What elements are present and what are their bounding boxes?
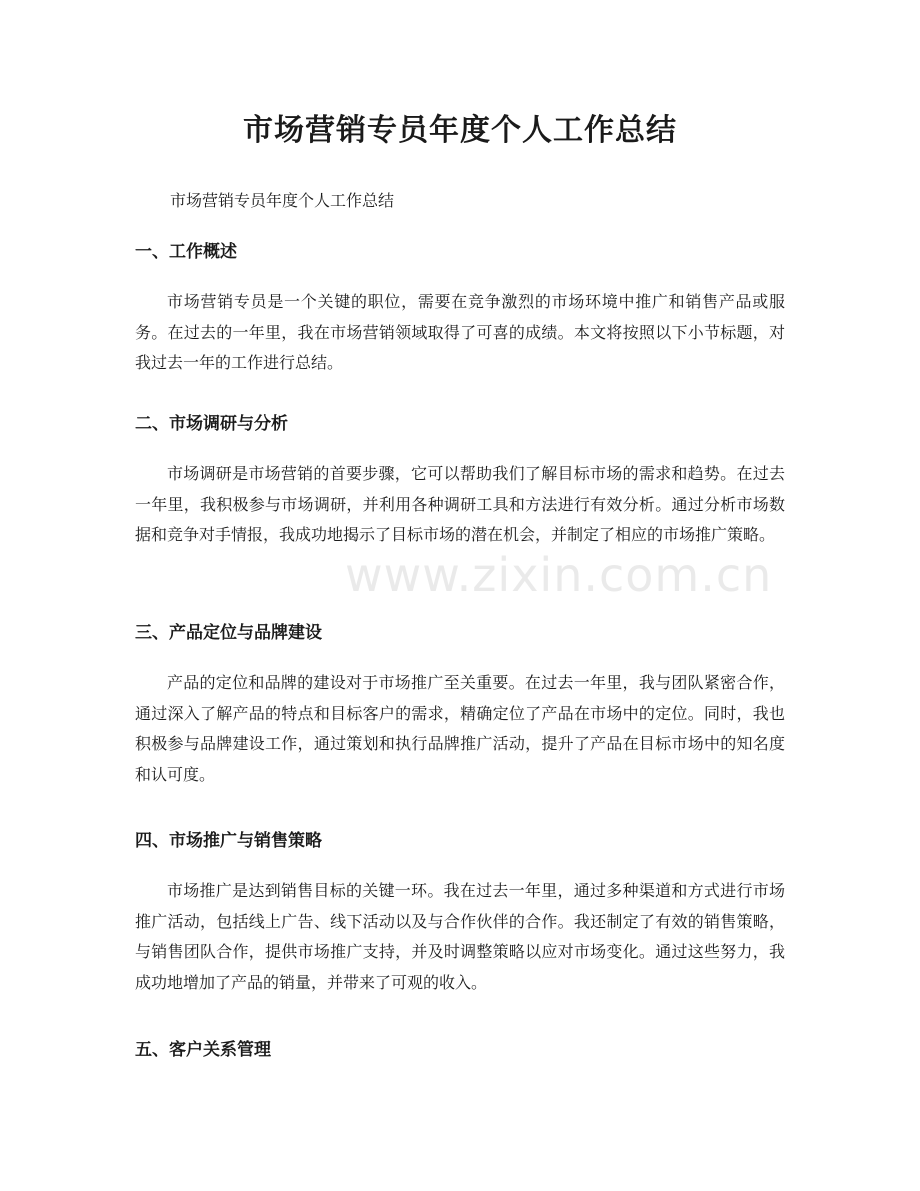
section-overview	[135, 237, 785, 379]
section-market-research	[135, 409, 785, 551]
watermark: www.zixin.com.cn	[345, 548, 773, 602]
section-product-branding	[135, 618, 785, 790]
section-heading: 五、客户关系管理	[135, 1040, 271, 1060]
section-body: 市场营销专员是一个关键的职位，需要在竞争激烈的市场环境中推广和销售产品或服务。在过去的一年里，我在市场营销领域取得了可喜的成绩。本文将按照以下小节标题，对我过去一年的工作进行总结。	[135, 292, 785, 372]
section-heading: 一、工作概述	[135, 242, 237, 262]
section-body: 产品的定位和品牌的建设对于市场推广至关重要。在过去一年里，我与团队紧密合作，通过深入了解产品的特点和目标客户的需求，精确定位了产品在市场中的定位。同时，我也积极参与品牌建设工作，通过策划和执行品牌推广活动，提升了产品在目标市场中的知名度和认可度。	[135, 673, 785, 784]
section-body: 市场推广是达到销售目标的关键一环。我在过去一年里，通过多种渠道和方式进行市场推广活动，包括线上广告、线下活动以及与合作伙伴的合作。我还制定了有效的销售策略，与销售团队合作，提供市场推广支持，并及时调整策略以应对市场变化。通过这些努力，我成功地增加了产品的销量，并带来了可观的收入。	[135, 881, 785, 992]
page-title: 市场营销专员年度个人工作总结	[243, 113, 677, 148]
section-promotion-sales	[135, 826, 785, 998]
section-heading: 四、市场推广与销售策略	[135, 831, 322, 851]
section-customer-relations	[135, 1035, 785, 1065]
section-heading: 二、市场调研与分析	[135, 414, 288, 434]
section-heading: 三、产品定位与品牌建设	[135, 623, 322, 643]
document-subtitle: 市场营销专员年度个人工作总结	[170, 191, 395, 210]
section-body: 市场调研是市场营销的首要步骤，它可以帮助我们了解目标市场的需求和趋势。在过去一年里，我积极参与市场调研，并利用各种调研工具和方法进行有效分析。通过分析市场数据和竞争对手情报，我成功地揭示了目标市场的潜在机会，并制定了相应的市场推广策略。	[135, 464, 785, 544]
